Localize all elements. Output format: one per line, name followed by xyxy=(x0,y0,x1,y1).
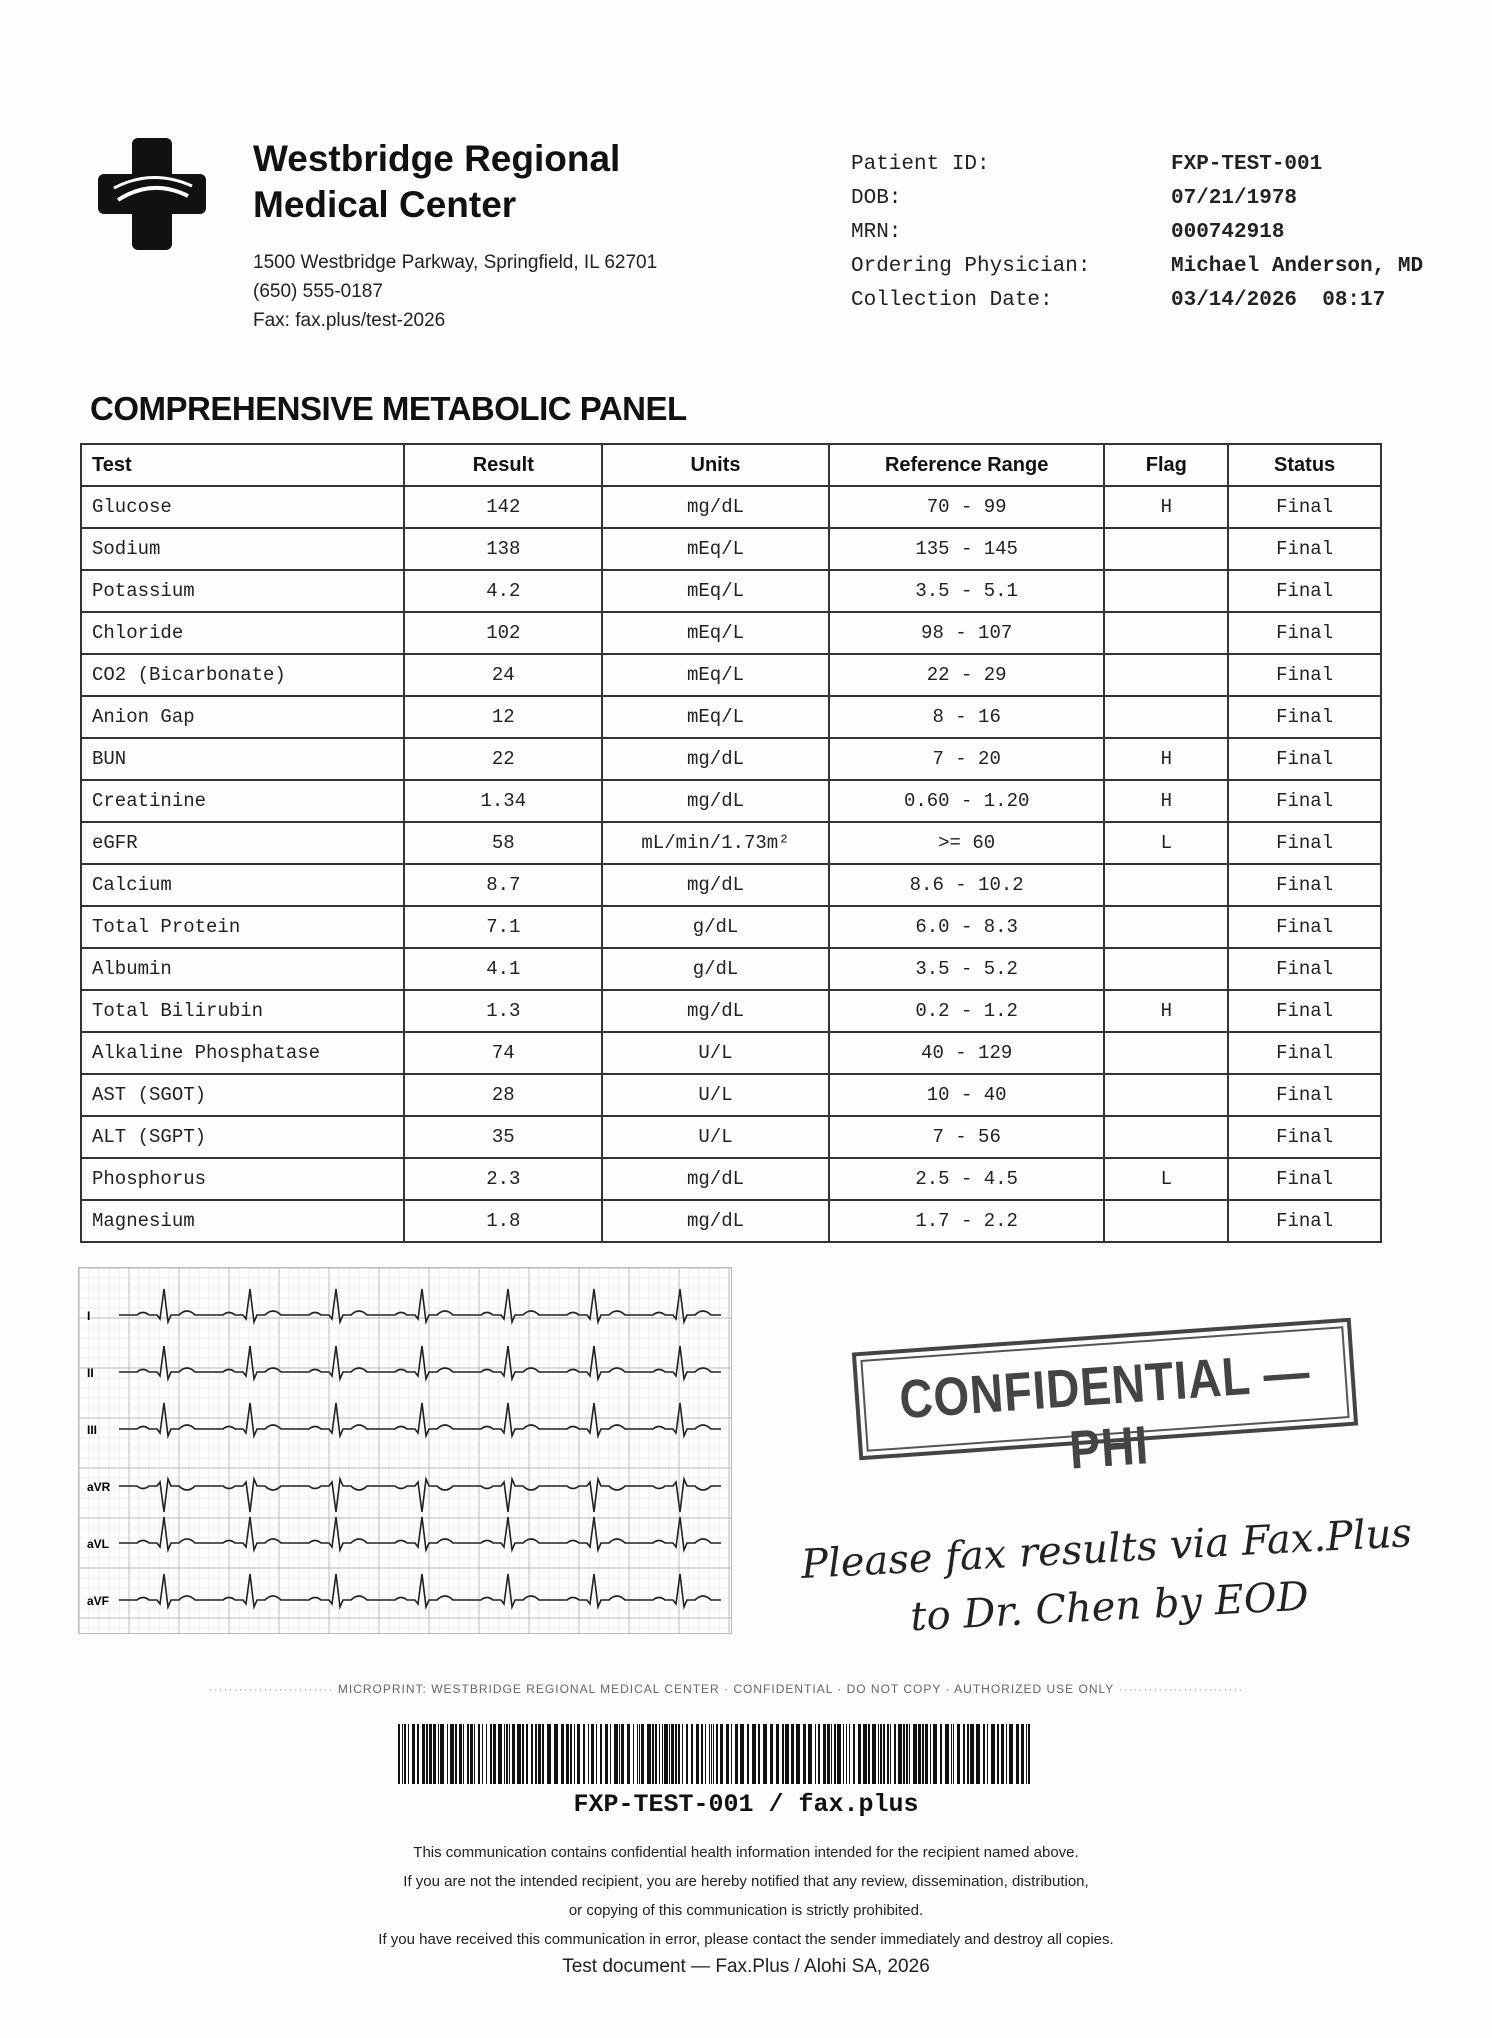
cell-units: mg/dL xyxy=(602,738,829,780)
column-header-result: Result xyxy=(404,444,602,486)
column-header-test: Test xyxy=(81,444,404,486)
cell-reference-range: 6.0 - 8.3 xyxy=(829,906,1104,948)
org-name-line2: Medical Center xyxy=(253,184,517,225)
table-row xyxy=(81,1200,1381,1242)
mrn-value: 000742918 xyxy=(1171,221,1285,244)
cell-status: Final xyxy=(1228,1116,1381,1158)
cell-result-value: 4.2 xyxy=(404,570,602,612)
cell-reference-range: >= 60 xyxy=(829,822,1104,864)
ecg-lead-label: I xyxy=(87,1309,91,1323)
cell-test-name: Potassium xyxy=(81,570,404,612)
cell-reference-range: 3.5 - 5.1 xyxy=(829,570,1104,612)
cell-test-name: Sodium xyxy=(81,528,404,570)
dob-value: 07/21/1978 xyxy=(1171,187,1298,210)
cell-units: mg/dL xyxy=(602,780,829,822)
cell-flag xyxy=(1104,1200,1228,1242)
table-row xyxy=(81,696,1381,738)
cell-result-value: 4.1 xyxy=(404,948,602,990)
table-row xyxy=(81,990,1381,1032)
disclaimer-line: This communication contains confidential health information intended for the recipient named above. xyxy=(413,1844,1079,1861)
cell-result-value: 142 xyxy=(404,486,602,528)
cell-result-value: 8.7 xyxy=(404,864,602,906)
table-row xyxy=(81,864,1381,906)
ecg-lead-label: aVL xyxy=(87,1537,110,1551)
cell-reference-range: 135 - 145 xyxy=(829,528,1104,570)
handwritten-note-line2: to Dr. Chen by EOD xyxy=(909,1573,1310,1641)
cell-result-value: 28 xyxy=(404,1074,602,1116)
cell-flag: H xyxy=(1104,738,1228,780)
table-row xyxy=(81,738,1381,780)
dob-label: DOB: xyxy=(851,187,902,210)
cell-flag: H xyxy=(1104,780,1228,822)
cell-test-name: Total Bilirubin xyxy=(81,990,404,1032)
cell-reference-range: 3.5 - 5.2 xyxy=(829,948,1104,990)
cell-units: mEq/L xyxy=(602,696,829,738)
table-row xyxy=(81,1032,1381,1074)
cell-reference-range: 22 - 29 xyxy=(829,654,1104,696)
cell-flag xyxy=(1104,1074,1228,1116)
cell-status: Final xyxy=(1228,1074,1381,1116)
cell-status: Final xyxy=(1228,906,1381,948)
cell-units: U/L xyxy=(602,1074,829,1116)
cell-result-value: 12 xyxy=(404,696,602,738)
disclaimer-line: If you have received this communication in error, please contact the sender immediately and destroy all copies. xyxy=(378,1931,1114,1948)
microprint-line: ························· MICROPRINT: WESTBRIDGE REGIONAL MEDICAL CENTER · CONFIDENTIAL · DO NOT COPY · AUTHORIZED USE ONLY ························· xyxy=(208,1682,1244,1696)
cell-units: mL/min/1.73m² xyxy=(602,822,829,864)
cell-result-value: 24 xyxy=(404,654,602,696)
microprint-text: MICROPRINT: WESTBRIDGE REGIONAL MEDICAL CENTER · CONFIDENTIAL · DO NOT COPY · AUTHORIZED USE ONLY xyxy=(337,1682,1115,1696)
cell-status: Final xyxy=(1228,864,1381,906)
cell-flag xyxy=(1104,906,1228,948)
cell-flag: L xyxy=(1104,1158,1228,1200)
cell-flag xyxy=(1104,570,1228,612)
cell-units: mEq/L xyxy=(602,612,829,654)
cell-test-name: Glucose xyxy=(81,486,404,528)
cell-result-value: 74 xyxy=(404,1032,602,1074)
cell-flag xyxy=(1104,654,1228,696)
cell-test-name: Total Protein xyxy=(81,906,404,948)
column-header-reference-range: Reference Range xyxy=(829,444,1104,486)
handwritten-note xyxy=(795,1504,1420,1652)
cell-result-value: 138 xyxy=(404,528,602,570)
cell-flag xyxy=(1104,696,1228,738)
column-header-flag: Flag xyxy=(1104,444,1228,486)
cell-reference-range: 98 - 107 xyxy=(829,612,1104,654)
ecg-lead-label: III xyxy=(87,1423,98,1437)
cell-units: mEq/L xyxy=(602,570,829,612)
table-row xyxy=(81,1116,1381,1158)
collection-date-label: Collection Date: xyxy=(851,289,1053,312)
cell-result-value: 1.34 xyxy=(404,780,602,822)
cell-status: Final xyxy=(1228,528,1381,570)
panel-title: COMPREHENSIVE METABOLIC PANEL xyxy=(90,390,687,427)
ecg-lead-label: aVF xyxy=(87,1594,110,1608)
cell-units: mg/dL xyxy=(602,864,829,906)
cell-flag: H xyxy=(1104,486,1228,528)
cell-result-value: 22 xyxy=(404,738,602,780)
physician-value: Michael Anderson, MD xyxy=(1171,255,1424,278)
cell-status: Final xyxy=(1228,654,1381,696)
cell-units: mg/dL xyxy=(602,486,829,528)
cell-reference-range: 8.6 - 10.2 xyxy=(829,864,1104,906)
cell-test-name: eGFR xyxy=(81,822,404,864)
cell-test-name: Anion Gap xyxy=(81,696,404,738)
cell-reference-range: 2.5 - 4.5 xyxy=(829,1158,1104,1200)
cell-result-value: 58 xyxy=(404,822,602,864)
cell-status: Final xyxy=(1228,486,1381,528)
cell-status: Final xyxy=(1228,1200,1381,1242)
cell-reference-range: 40 - 129 xyxy=(829,1032,1104,1074)
ecg-lead-label: II xyxy=(87,1366,94,1380)
patient-id-label: Patient ID: xyxy=(851,153,990,176)
collection-date-value: 03/14/2026 08:17 xyxy=(1171,289,1386,312)
cell-units: mEq/L xyxy=(602,654,829,696)
disclaimer-line: or copying of this communication is strictly prohibited. xyxy=(568,1902,924,1919)
cell-flag: H xyxy=(1104,990,1228,1032)
table-row xyxy=(81,570,1381,612)
cell-units: g/dL xyxy=(602,948,829,990)
table-header-row xyxy=(81,444,1381,486)
table-row xyxy=(81,906,1381,948)
cell-status: Final xyxy=(1228,1158,1381,1200)
cell-result-value: 35 xyxy=(404,1116,602,1158)
cell-test-name: BUN xyxy=(81,738,404,780)
cell-reference-range: 7 - 20 xyxy=(829,738,1104,780)
table-row xyxy=(81,948,1381,990)
cell-status: Final xyxy=(1228,990,1381,1032)
cell-flag xyxy=(1104,528,1228,570)
barcode xyxy=(398,1724,1034,1784)
table-row xyxy=(81,1074,1381,1116)
confidential-stamp xyxy=(852,1318,1358,1481)
confidentiality-disclaimer xyxy=(0,1838,1492,1954)
stamp-text: CONFIDENTIAL — PHI xyxy=(897,1341,1313,1481)
cell-flag xyxy=(1104,864,1228,906)
cell-reference-range: 0.2 - 1.2 xyxy=(829,990,1104,1032)
table-row xyxy=(81,528,1381,570)
table-row xyxy=(81,780,1381,822)
lab-results-table xyxy=(80,443,1382,1243)
cell-flag xyxy=(1104,1032,1228,1074)
cell-status: Final xyxy=(1228,780,1381,822)
cell-status: Final xyxy=(1228,612,1381,654)
cell-reference-range: 1.7 - 2.2 xyxy=(829,1200,1104,1242)
org-name-line1: Westbridge Regional xyxy=(253,138,621,179)
cell-flag xyxy=(1104,1116,1228,1158)
cell-status: Final xyxy=(1228,1032,1381,1074)
barcode-text: FXP-TEST-001 / fax.plus xyxy=(573,1790,919,1819)
handwritten-note-line1: Please fax results via Fax.Plus xyxy=(800,1510,1413,1589)
cell-test-name: Albumin xyxy=(81,948,404,990)
table-row xyxy=(81,822,1381,864)
cell-result-value: 1.3 xyxy=(404,990,602,1032)
mrn-label: MRN: xyxy=(851,221,902,244)
organization-contact xyxy=(253,248,657,335)
cell-status: Final xyxy=(1228,948,1381,990)
table-row xyxy=(81,486,1381,528)
cell-units: U/L xyxy=(602,1032,829,1074)
table-row xyxy=(81,654,1381,696)
cell-units: mg/dL xyxy=(602,1200,829,1242)
cell-test-name: CO2 (Bicarbonate) xyxy=(81,654,404,696)
table-row xyxy=(81,1158,1381,1200)
cell-result-value: 102 xyxy=(404,612,602,654)
org-fax: Fax: fax.plus/test-2026 xyxy=(253,310,446,331)
org-address: 1500 Westbridge Parkway, Springfield, IL 62701 xyxy=(253,252,658,273)
medical-cross-icon xyxy=(98,138,206,250)
cell-reference-range: 7 - 56 xyxy=(829,1116,1104,1158)
cell-flag xyxy=(1104,948,1228,990)
column-header-status: Status xyxy=(1228,444,1381,486)
cell-status: Final xyxy=(1228,738,1381,780)
cell-reference-range: 10 - 40 xyxy=(829,1074,1104,1116)
cell-flag: L xyxy=(1104,822,1228,864)
cell-test-name: ALT (SGPT) xyxy=(81,1116,404,1158)
cell-result-value: 1.8 xyxy=(404,1200,602,1242)
cell-test-name: Phosphorus xyxy=(81,1158,404,1200)
cell-status: Final xyxy=(1228,822,1381,864)
cell-reference-range: 70 - 99 xyxy=(829,486,1104,528)
cell-flag xyxy=(1104,612,1228,654)
ecg-lead-label: aVR xyxy=(87,1480,111,1494)
cell-test-name: Calcium xyxy=(81,864,404,906)
lab-results-body xyxy=(81,486,1381,1242)
cell-reference-range: 0.60 - 1.20 xyxy=(829,780,1104,822)
ecg-strip xyxy=(78,1267,732,1634)
cell-units: mg/dL xyxy=(602,990,829,1032)
cell-test-name: Magnesium xyxy=(81,1200,404,1242)
org-phone: (650) 555-0187 xyxy=(253,281,383,302)
cell-reference-range: 8 - 16 xyxy=(829,696,1104,738)
organization-name xyxy=(253,136,620,228)
cell-status: Final xyxy=(1228,570,1381,612)
cell-units: mg/dL xyxy=(602,1158,829,1200)
table-row xyxy=(81,612,1381,654)
cell-result-value: 7.1 xyxy=(404,906,602,948)
cell-units: g/dL xyxy=(602,906,829,948)
footer-text: Test document — Fax.Plus / Alohi SA, 2026 xyxy=(562,1956,930,1977)
cell-units: mEq/L xyxy=(602,528,829,570)
cell-result-value: 2.3 xyxy=(404,1158,602,1200)
cell-test-name: AST (SGOT) xyxy=(81,1074,404,1116)
cell-test-name: Creatinine xyxy=(81,780,404,822)
cell-status: Final xyxy=(1228,696,1381,738)
disclaimer-line: If you are not the intended recipient, you are hereby notified that any review, dissemination, distribution, xyxy=(403,1873,1089,1890)
cell-test-name: Chloride xyxy=(81,612,404,654)
patient-id-value: FXP-TEST-001 xyxy=(1171,153,1323,176)
patient-info-labels xyxy=(851,148,1090,318)
column-header-units: Units xyxy=(602,444,829,486)
physician-label: Ordering Physician: xyxy=(851,255,1091,278)
cell-units: U/L xyxy=(602,1116,829,1158)
cell-test-name: Alkaline Phosphatase xyxy=(81,1032,404,1074)
patient-info-values xyxy=(1171,148,1423,318)
